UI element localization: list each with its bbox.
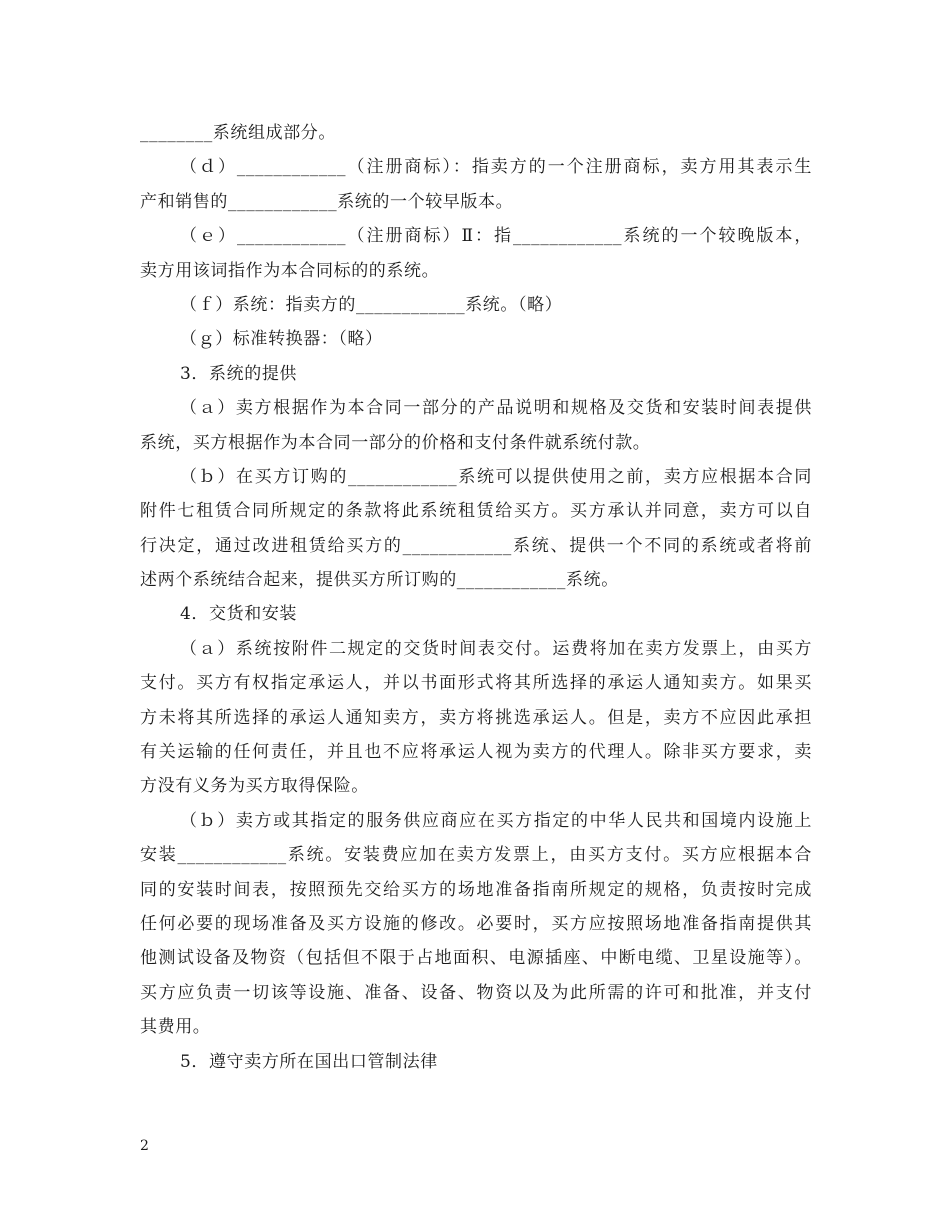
- text-line: 系统，买方根据作为本合同一部分的价格和支付条件就系统付款。: [140, 432, 651, 453]
- text-line: 同的安装时间表，按照预先交给买方的场地准备指南所规定的规格，负责按时完成: [140, 879, 812, 900]
- text-line: 行决定，通过改进租赁给买方的____________系统、提供一个不同的系统或者将前: [140, 535, 812, 556]
- text-line: （ｅ）____________（注册商标）Ⅱ：指____________系统的一个较晚版本，: [180, 226, 812, 247]
- text-line: ________系统组成部分。: [140, 123, 336, 143]
- text-line: （ａ）系统按附件二规定的交货时间表交付。运费将加在卖方发票上，由买方: [180, 638, 812, 659]
- document-body: [140, 116, 812, 1079]
- text-line: 有关运输的任何责任，并且也不应将承运人视为卖方的代理人。除非买方要求，卖: [140, 742, 812, 763]
- text-line: 5．遵守卖方所在国出口管制法律: [180, 1051, 438, 1072]
- text-line: 述两个系统结合起来，提供买方所订购的____________系统。: [140, 570, 619, 591]
- text-line: （ｂ）卖方或其指定的服务供应商应在买方指定的中华人民共和国境内设施上: [180, 810, 812, 831]
- text-line: （ｇ）标准转换器：（略）: [180, 329, 383, 350]
- text-line: 卖方用该词指作为本合同标的的系统。: [140, 260, 440, 281]
- text-line: 支付。买方有权指定承运人，并以书面形式将其所选择的承运人通知卖方。如果买: [140, 673, 812, 694]
- text-line: （ｆ）系统：指卖方的____________系统。（略）: [180, 294, 563, 315]
- text-line: 方没有义务为买方取得保险。: [140, 776, 369, 797]
- page-number: 2: [140, 1138, 149, 1154]
- text-line: 4．交货和安装: [180, 604, 298, 625]
- text-line: 他测试设备及物资（包括但不限于占地面积、电源插座、中断电缆、卫星设施等）。: [140, 948, 812, 969]
- text-line: （ｄ）____________（注册商标）：指卖方的一个注册商标，卖方用其表示生: [180, 157, 812, 178]
- text-line: 3．系统的提供: [180, 363, 298, 384]
- text-line: 买方应负责一切该等设施、准备、设备、物资以及为此所需的许可和批准，并支付: [140, 982, 812, 1003]
- text-line: 任何必要的现场准备及买方设施的修改。必要时，买方应按照场地准备指南提供其: [140, 913, 812, 934]
- text-line: （ａ）卖方根据作为本合同一部分的产品说明和规格及交货和安装时间表提供: [180, 398, 812, 419]
- text-line: 方未将其所选择的承运人通知卖方，卖方将挑选承运人。但是，卖方不应因此承担: [140, 707, 812, 728]
- text-line: 产和销售的____________系统的一个较早版本。: [140, 191, 514, 212]
- text-line: （ｂ）在买方订购的____________系统可以提供使用之前，卖方应根据本合同: [180, 466, 812, 487]
- text-line: 其费用。: [140, 1017, 211, 1038]
- text-line: 附件七租赁合同所规定的条款将此系统租赁给买方。买方承认并同意，卖方可以自: [140, 501, 812, 522]
- text-line: 安装____________系统。安装费应加在卖方发票上，由买方支付。买方应根据本合: [140, 845, 812, 866]
